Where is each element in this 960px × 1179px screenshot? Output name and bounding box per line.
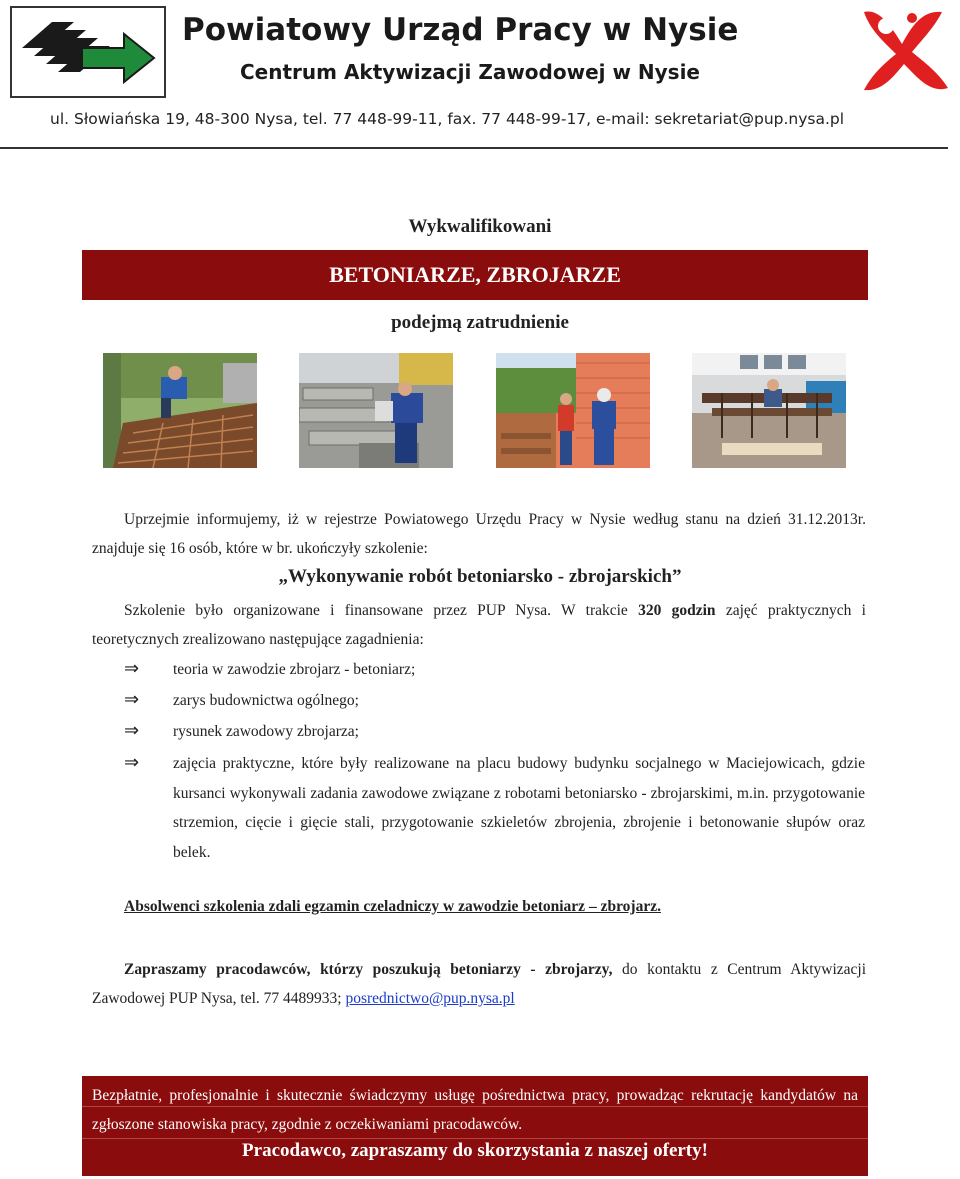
header-divider (0, 147, 948, 149)
topic-item: zarys budownictwa ogólnego; (173, 692, 359, 709)
contact-address: ul. Słowiańska 19, 48-300 Nysa, tel. 77 448-99-11, fax. 77 448-99-17, e-mail: sekretariat@pup.nysa.pl (50, 110, 845, 128)
graduates-note: Absolwenci szkolenia zdali egzamin czeladniczy w zawodzie betoniarz – zbrojarz. (124, 898, 661, 915)
bullet-arrow-icon: ⇒ (124, 658, 140, 679)
pup-logo (10, 6, 166, 98)
bullet-arrow-icon: ⇒ (124, 720, 140, 741)
intro-heading: Wykwalifikowani (408, 216, 552, 237)
training-paragraph (92, 596, 866, 654)
topic-item: teoria w zawodzie zbrojarz - betoniarz; (173, 661, 416, 678)
training-text-start: Szkolenie było organizowane i finansowane przez PUP Nysa. W trakcie (124, 602, 639, 619)
course-title: „Wykonywanie robót betoniarsko - zbrojarskich” (278, 566, 682, 587)
letterhead (0, 0, 960, 150)
topic-item: rysunek zawodowy zbrojarza; (173, 723, 359, 740)
bullet-arrow-icon: ⇒ (124, 689, 140, 710)
bullet-arrow-icon: ⇒ (124, 752, 140, 773)
sub-heading: podejmą zatrudnienie (391, 312, 569, 333)
photo-rebar-cage (692, 353, 846, 468)
intro-paragraph: Uprzejmie informujemy, iż w rejestrze Powiatowego Urzędu Pracy w Nysie według stanu na dzień 31.12.2013r. znajduje się 16 osób, które w br. ukończyły szkolenie: (92, 511, 866, 557)
photo-formwork (299, 353, 453, 468)
invitation-lead: Zapraszamy pracodawców, którzy poszukują betoniarzy - zbrojarzy, (124, 961, 613, 978)
footer-service-text: Bezpłatnie, profesjonalnie i skutecznie świadczymy usługę pośrednictwa pracy, prowadząc rekrutację kandydatów na zgłoszone stanowiska pracy, zgodnie z oczekiwaniami pracodawców. (92, 1087, 858, 1133)
red-x-logo (856, 4, 956, 96)
employer-invitation (92, 955, 866, 1013)
office-name: Powiatowy Urząd Pracy w Nysie (182, 12, 739, 48)
center-name: Centrum Aktywizacji Zawodowej w Nysie (240, 60, 700, 84)
profession-banner: BETONIARZE, ZBROJARZE (82, 250, 868, 300)
training-text-end: zajęć praktycznych i teoretycznych zrealizowano następujące zagadnienia: (92, 602, 866, 648)
footer-cta: Pracodawco, zapraszamy do skorzystania z naszej oferty! (242, 1140, 708, 1161)
email-link[interactable]: posrednictwo@pup.nysa.pl (345, 990, 515, 1007)
footer-banner (82, 1076, 868, 1176)
photo-rebar-mesh (103, 353, 257, 468)
topic-item: zajęcia praktyczne, które były realizowane na placu budowy budynku socjalnego w Maciejowicach, gdzie kursanci wykonywali zadania zawodowe związane z robotami betoniarsko - zbrojarskimi, m.in. przygotowanie strzemion, cięcie i gięcie stali, przygotowanie szkieletów zbrojenia, zbrojenie i betonowanie słupów oraz belek. (173, 755, 865, 861)
invitation-contact: do kontaktu z Centrum Aktywizacji Zawodowej PUP Nysa, tel. 77 4489933; (92, 961, 867, 1007)
training-hours: 320 godzin (638, 602, 716, 619)
photo-brick-site (496, 353, 650, 468)
